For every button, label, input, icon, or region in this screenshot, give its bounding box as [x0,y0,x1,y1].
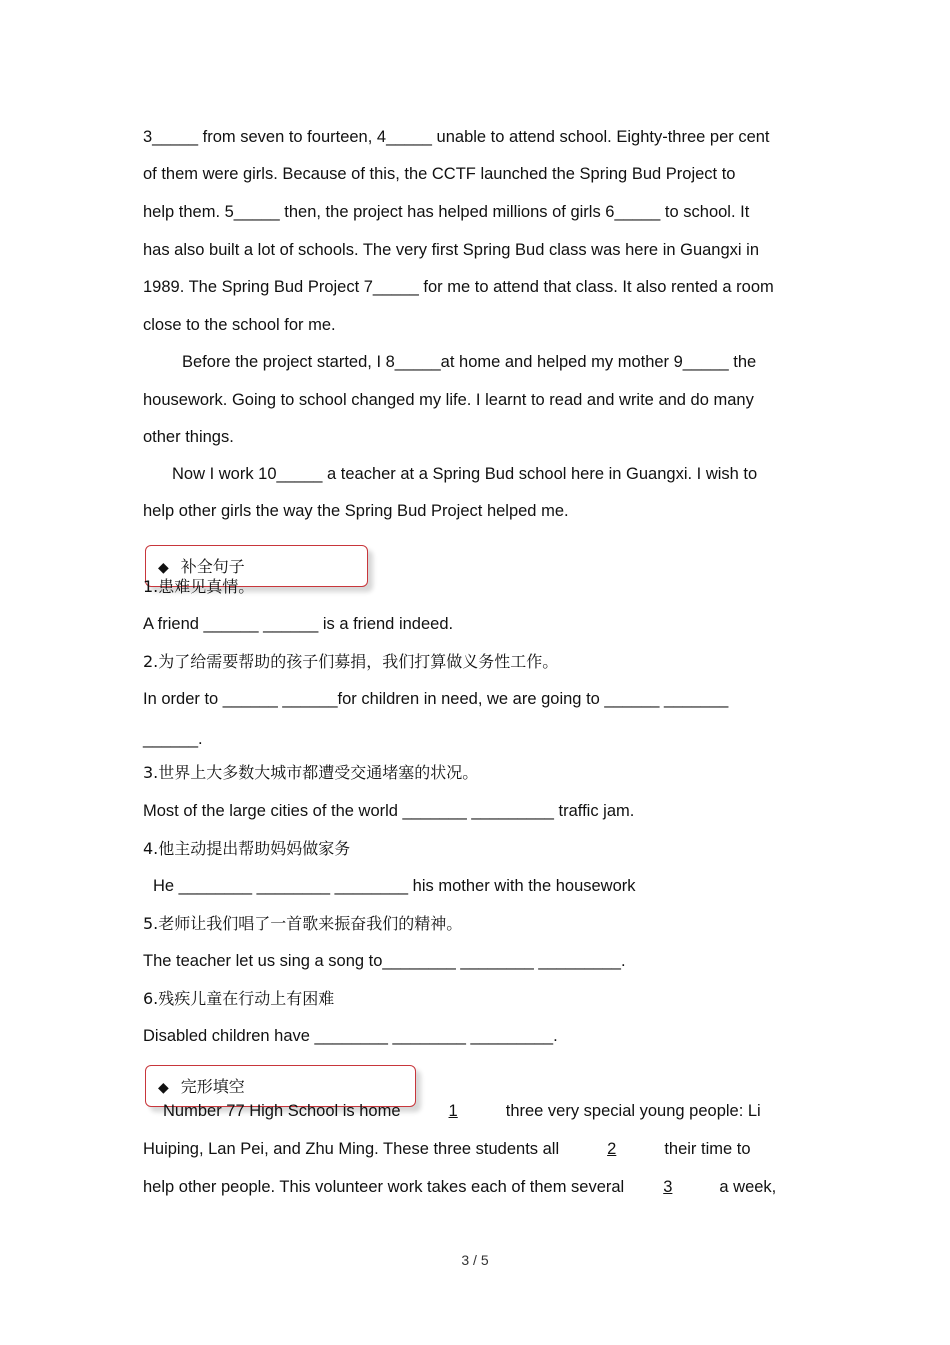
section-title: 完形填空 [180,1077,245,1096]
passage-line: 3_____ from seven to fourteen, 4_____ unable to attend school. Eighty-three per cent [143,128,770,146]
passage-line: of them were girls. Because of this, the CCTF launched the Spring Bud Project to [143,165,736,183]
question-english: Disabled children have ________ ________ _________. [143,1027,558,1045]
passage-line: help them. 5_____ then, the project has helped millions of girls 6_____ to school. It [143,203,750,221]
question-chinese: 1.患难见真情。 [143,577,255,596]
question-english: The teacher let us sing a song to________ ________ _________. [143,952,626,970]
passage-line: help other girls the way the Spring Bud Project helped me. [143,502,569,520]
question-english: ______. [143,730,203,748]
question-english: A friend ______ ______ is a friend indeed. [143,615,454,633]
question-english: He ________ ________ ________ his mother with the housework [153,877,636,895]
passage-line: Now I work 10_____ a teacher at a Spring Bud school here in Guangxi. I wish to [172,465,758,483]
passage-line: Before the project started, I 8_____at home and helped my mother 9_____ the [182,353,757,371]
diamond-bullet-icon: ◆ [158,1080,169,1096]
question-english: In order to ______ ______for children in need, we are going to ______ _______ [143,690,729,708]
question-chinese: 2.为了给需要帮助的孩子们募捐，我们打算做义务性工作。 [143,652,559,671]
question-english: Most of the large cities of the world _______ _________ traffic jam. [143,802,635,820]
cloze-line: Huiping, Lan Pei, and Zhu Ming. These three students all 2 their time to [143,1140,751,1158]
passage-line: housework. Going to school changed my life. I learnt to read and write and do many [143,391,754,409]
cloze-blank: 1 [448,1102,458,1120]
cloze-line: Number 77 High School is home 1 three very special young people: Li [163,1102,761,1120]
passage-line: other things. [143,428,234,446]
diamond-bullet-icon: ◆ [158,560,169,576]
page-number: 3 / 5 [461,1252,489,1268]
question-chinese: 3.世界上大多数大城市都遭受交通堵塞的状况。 [143,763,479,782]
passage-line: has also built a lot of schools. The very first Spring Bud class was here in Guangxi in [143,241,760,259]
question-chinese: 6.残疾儿童在行动上有困难 [143,989,335,1008]
question-chinese: 5.老师让我们唱了一首歌来振奋我们的精神。 [143,914,463,933]
passage-line: 1989. The Spring Bud Project 7_____ for me to attend that class. It also rented a room [143,278,774,296]
cloze-blank: 2 [607,1140,617,1158]
passage-line: close to the school for me. [143,316,336,334]
cloze-line: help other people. This volunteer work takes each of them several 3 a week, [143,1178,777,1196]
cloze-blank: 3 [663,1178,673,1196]
section-title: 补全句子 [180,557,245,576]
question-chinese: 4.他主动提出帮助妈妈做家务 [143,839,351,858]
